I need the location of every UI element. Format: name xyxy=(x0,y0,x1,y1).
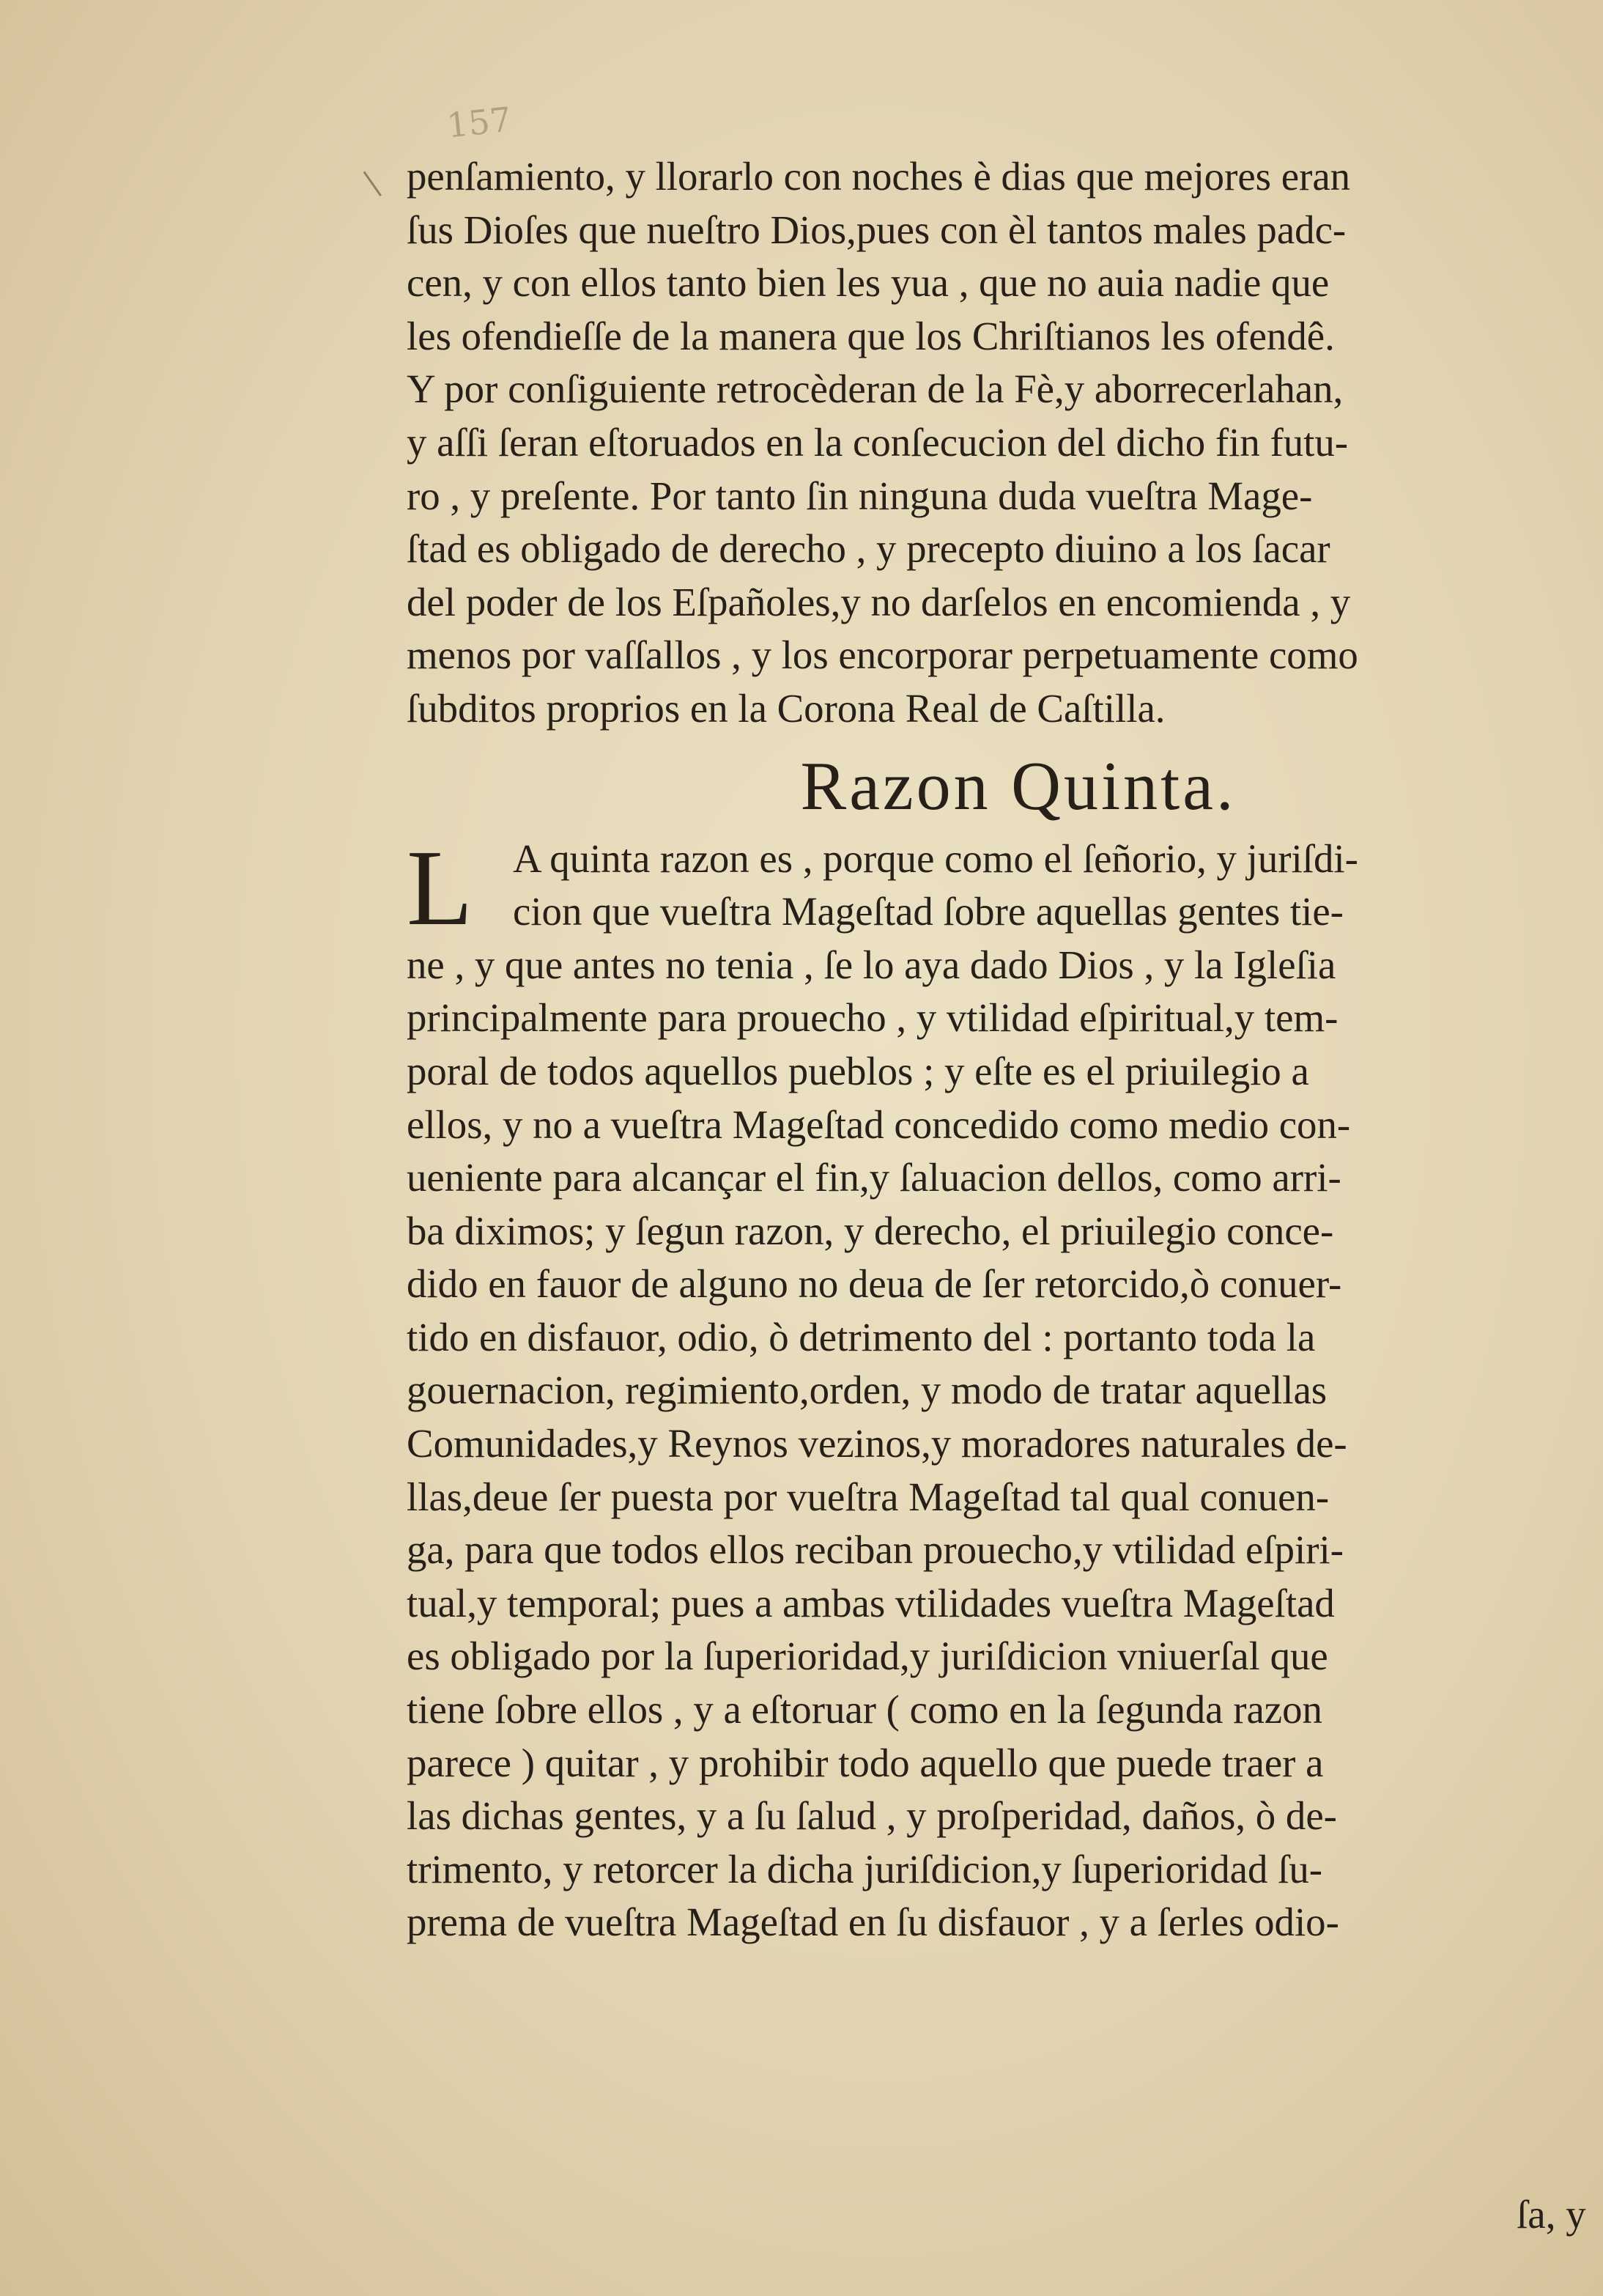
text-line: cion que vueſtra Mageſtad ſobre aquellas gentes tie- xyxy=(513,889,1344,934)
text-line: A quinta razon es , porque como el ſeñorio, y juriſdi- xyxy=(513,835,1358,881)
text-line: menos por vaſſallos , y los encorporar perpetuamente como xyxy=(407,632,1358,678)
text-line: llas,deue ſer puesta por vueſtra Mageſtad tal qual conuen- xyxy=(407,1474,1330,1519)
text-line: gouernacion, regimiento,orden, y modo de tratar aquellas xyxy=(407,1367,1328,1413)
text-line: principalmente para prouecho , y vtilidad eſpiritual,y tem- xyxy=(407,995,1339,1041)
text-line: ueniente para alcançar el fin,y ſaluacion dellos, como arri- xyxy=(407,1155,1341,1200)
text-line: ſubditos proprios en la Corona Real de Caſtilla. xyxy=(407,685,1166,731)
text-line: tual,y temporal; pues a ambas vtilidades vueſtra Mageſtad xyxy=(407,1580,1335,1625)
text-line: y aſſi ſeran eſtoruados en la conſecucion del dicho fin futu- xyxy=(407,419,1349,465)
page-number: 157 xyxy=(445,99,514,146)
section-heading: Razon Quinta. xyxy=(800,748,1237,824)
text-line: ellos, y no a vueſtra Mageſtad concedido como medio con- xyxy=(407,1101,1351,1147)
text-line: ne , y que antes no tenia , ſe lo aya dado Dios , y la Igleſia xyxy=(407,942,1336,987)
text-line: las dichas gentes, y a ſu ſalud , y proſperidad, daños, ò de- xyxy=(407,1793,1337,1839)
text-line: ba diximos; y ſegun razon, y derecho, el priuilegio conce- xyxy=(407,1208,1334,1253)
body-text xyxy=(407,150,1601,1949)
text-line: penſamiento, y llorarlo con noches è dias que mejores eran xyxy=(407,154,1351,199)
text-line: Y por conſiguiente retrocèderan de la Fè,y aborrecerlahan, xyxy=(407,366,1344,412)
drop-cap-letter: L xyxy=(407,827,473,948)
drop-cap-lines xyxy=(513,833,1601,939)
text-line: del poder de los Eſpañoles,y no darſelos en encomienda , y xyxy=(407,579,1351,624)
text-line: Comunidades,y Reynos vezinos,y moradores naturales de- xyxy=(407,1421,1347,1466)
paragraph-body xyxy=(407,939,1601,1949)
text-line: ſtad es obligado de derecho , y precepto diuino a los ſacar xyxy=(407,526,1330,572)
text-line: ſus Dioſes que nueſtro Dios,pues con èl tantos males padc- xyxy=(407,207,1347,252)
text-line: es obligado por la ſuperioridad,y juriſdicion vniuerſal que xyxy=(407,1634,1328,1679)
text-line: cen, y con ellos tanto bien les yua , que no auia nadie que xyxy=(407,260,1330,306)
text-line: trimento, y retorcer la dicha juriſdicion,y ſuperioridad ſu- xyxy=(407,1846,1323,1891)
margin-mark xyxy=(363,163,394,196)
text-line: les ofendieſſe de la manera que los Chriſtianos les ofendê. xyxy=(407,313,1335,358)
paragraph-before-heading xyxy=(407,150,1601,736)
text-line: ro , y preſente. Por tanto ſin ninguna duda vueſtra Mage- xyxy=(407,473,1313,518)
catchword: ſa, y xyxy=(1517,2192,1586,2237)
text-line: parece ) quitar , y prohibir todo aquello que puede traer a xyxy=(407,1740,1324,1785)
text-line: prema de vueſtra Mageſtad en ſu disfauor , y a ſerles odio- xyxy=(407,1900,1339,1945)
text-line: poral de todos aquellos pueblos ; y eſte es el priuilegio a xyxy=(407,1048,1309,1093)
text-line: dido en fauor de alguno no deua de ſer retorcido,ò conuer- xyxy=(407,1261,1342,1307)
text-line: ga, para que todos ellos reciban prouecho,y vtilidad eſpiri- xyxy=(407,1527,1344,1573)
paragraph-drop-cap xyxy=(407,827,1601,948)
text-line: tiene ſobre ellos , y a eſtoruar ( como en la ſegunda razon xyxy=(407,1687,1322,1732)
text-line: tido en disfauor, odio, ò detrimento del : portanto toda la xyxy=(407,1314,1316,1359)
